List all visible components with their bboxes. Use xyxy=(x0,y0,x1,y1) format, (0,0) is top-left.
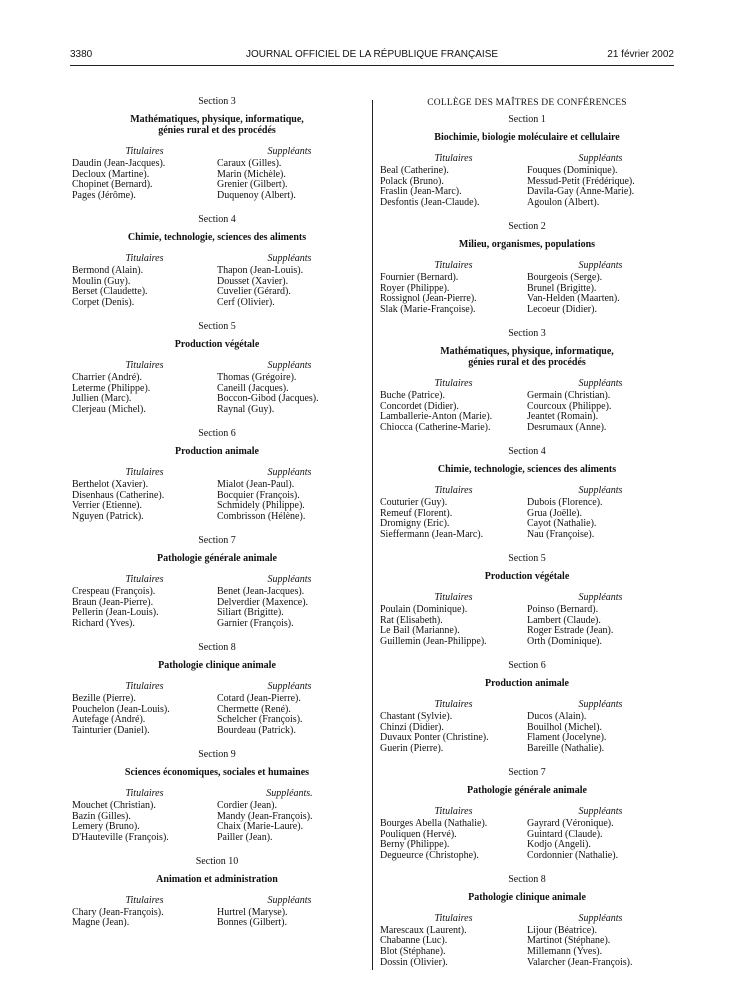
titulaire-name: Nguyen (Patrick). xyxy=(72,511,144,523)
suppleant-name: Guintard (Claude). xyxy=(527,828,603,840)
titulaire-name: Pouchelon (Jean-Louis). xyxy=(72,703,170,715)
titulaire-name: Crespeau (François). xyxy=(72,585,156,597)
section-title-line: Pathologie clinique animale xyxy=(158,659,276,671)
section-label: Section 9 xyxy=(198,748,236,760)
section-title xyxy=(380,464,674,475)
header-rule xyxy=(70,65,674,66)
titulaires-list xyxy=(72,159,217,202)
suppleants-header: Suppléants xyxy=(267,680,312,692)
suppleants-list xyxy=(527,605,674,648)
members-grid xyxy=(380,261,674,316)
titulaires-header: Titulaires xyxy=(434,153,473,164)
suppleant-name: Combrisson (Hélène). xyxy=(217,511,306,523)
members-grid xyxy=(380,807,674,862)
titulaire-name: Duvaux Ponter (Christine). xyxy=(380,732,489,744)
titulaires-list xyxy=(380,391,527,434)
suppleants-header: Suppléants xyxy=(267,466,312,478)
titulaire-name: Magne (Jean). xyxy=(72,917,130,929)
section-title-line: Animation et administration xyxy=(156,873,278,885)
section-block xyxy=(72,856,362,929)
suppleants-list xyxy=(217,694,362,737)
section-title xyxy=(380,571,674,582)
section-label: Section 8 xyxy=(198,641,236,653)
titulaire-name: Chiocca (Catherine-Marie). xyxy=(380,422,491,434)
suppleants-list xyxy=(527,498,674,541)
journal-title: JOURNAL OFFICIEL DE LA RÉPUBLIQUE FRANÇAISE xyxy=(245,49,499,60)
titulaires-header: Titulaires xyxy=(125,466,164,478)
suppleant-name: Mandy (Jean-François). xyxy=(217,810,313,822)
members-grid xyxy=(380,914,674,969)
titulaires-list xyxy=(72,373,217,416)
titulaires-header: Titulaires xyxy=(125,894,164,906)
titulaire-name: Remeuf (Florent). xyxy=(380,507,453,519)
section-title-line: Chimie, technologie, sciences des aliments xyxy=(127,231,307,243)
suppleant-name: Dubois (Florence). xyxy=(527,496,603,508)
suppleant-name: Benet (Jean-Jacques). xyxy=(217,585,305,597)
suppleant-name: Thomas (Grégoire). xyxy=(217,371,297,383)
titulaires-list xyxy=(380,819,527,862)
suppleant-name: Jeantet (Romain). xyxy=(527,411,599,423)
section-title xyxy=(72,553,362,564)
section-title-line: Biochimie, biologie moléculaire et cellulaire xyxy=(434,132,620,143)
section-label: Section 6 xyxy=(508,659,546,671)
suppleant-name: Cotard (Jean-Pierre). xyxy=(217,692,301,704)
section-title xyxy=(380,678,674,689)
section-title-line: Mathématiques, physique, informatique, xyxy=(130,114,304,125)
section-block xyxy=(380,328,674,434)
section-title-line: Production végétale xyxy=(484,570,570,582)
members-grid xyxy=(72,254,362,309)
section-title xyxy=(72,660,362,671)
titulaire-name: Fraslin (Jean-Marc). xyxy=(380,186,462,198)
left-column xyxy=(72,96,362,941)
section-label: Section 5 xyxy=(198,320,236,332)
suppleants-header: Suppléants xyxy=(267,252,312,264)
suppleant-name: Thapon (Jean-Louis). xyxy=(217,264,304,276)
suppleant-name: Davila-Gay (Anne-Marie). xyxy=(527,186,635,198)
titulaire-name: Corpet (Denis). xyxy=(72,297,135,309)
section-title xyxy=(72,339,362,350)
titulaires-list xyxy=(380,273,527,316)
titulaire-name: Richard (Yves). xyxy=(72,618,135,630)
section-label: Section 6 xyxy=(198,427,236,439)
section-block xyxy=(72,214,362,309)
suppleant-name: Raynal (Guy). xyxy=(217,404,275,416)
titulaire-name: Chary (Jean-François). xyxy=(72,906,164,918)
titulaire-name: Pouliquen (Hervé). xyxy=(380,828,457,840)
titulaire-name: Desfontis (Jean-Claude). xyxy=(380,197,480,209)
titulaire-name: Guerin (Pierre). xyxy=(380,743,444,755)
members-grid xyxy=(72,682,362,737)
titulaire-name: Rossignol (Jean-Pierre). xyxy=(380,293,477,305)
titulaires-header: Titulaires xyxy=(125,680,164,692)
titulaire-name: Braun (Jean-Pierre). xyxy=(72,596,154,608)
titulaires-list xyxy=(72,480,217,523)
suppleants-list xyxy=(217,587,362,630)
suppleant-name: Cuvelier (Gérard). xyxy=(217,286,291,298)
titulaire-name: Bezille (Pierre). xyxy=(72,692,136,704)
titulaires-list xyxy=(72,587,217,630)
section-block xyxy=(380,446,674,541)
titulaire-name: Beal (Catherine). xyxy=(380,164,449,176)
titulaires-list xyxy=(380,498,527,541)
members-grid xyxy=(72,147,362,202)
titulaire-name: Couturier (Guy). xyxy=(380,496,448,508)
suppleants-list xyxy=(527,166,674,209)
suppleant-name: Courcoux (Philippe). xyxy=(527,400,612,412)
section-title-line: génies rural et des procédés xyxy=(468,356,586,368)
titulaire-name: Blot (Stéphane). xyxy=(380,946,446,958)
suppleant-name: Mialot (Jean-Paul). xyxy=(217,478,295,490)
section-block xyxy=(380,553,674,648)
suppleants-header: Suppléants xyxy=(578,591,623,603)
college-heading: COLLÈGE DES MAÎTRES DE CONFÉRENCES xyxy=(427,98,627,108)
suppleants-header: Suppléants xyxy=(578,805,623,817)
suppleant-name: Orth (Dominique). xyxy=(527,636,602,648)
section-label: Section 7 xyxy=(198,534,236,546)
titulaire-name: Guillemin (Jean-Philippe). xyxy=(380,636,487,648)
section-title xyxy=(380,132,674,143)
titulaire-name: Chopinet (Bernard). xyxy=(72,179,153,191)
suppleant-name: Hurtrel (Maryse). xyxy=(217,906,288,918)
suppleant-name: Bocquier (François). xyxy=(217,489,300,501)
titulaire-name: Fournier (Bernard). xyxy=(380,271,459,283)
section-block xyxy=(72,749,362,844)
titulaire-name: Degueurce (Christophe). xyxy=(380,850,479,862)
suppleants-list xyxy=(527,926,674,969)
titulaires-header: Titulaires xyxy=(434,259,473,271)
members-grid xyxy=(380,379,674,434)
suppleant-name: Poinso (Bernard). xyxy=(527,603,599,615)
titulaire-name: Verrier (Etienne). xyxy=(72,500,142,512)
suppleant-name: Lambert (Claude). xyxy=(527,614,601,626)
titulaire-name: Pages (Jérôme). xyxy=(72,190,136,202)
suppleant-name: Fouques (Dominique). xyxy=(527,164,618,176)
suppleant-name: Duquenoy (Albert). xyxy=(217,190,296,202)
section-label: Section 10 xyxy=(195,855,239,867)
titulaires-header: Titulaires xyxy=(434,912,473,924)
titulaires-list xyxy=(72,694,217,737)
suppleant-name: Flament (Jocelyne). xyxy=(527,732,607,744)
titulaire-name: Rat (Elisabeth). xyxy=(380,614,443,626)
section-title-line: Production végétale xyxy=(174,338,260,350)
titulaire-name: Lamballerie-Anton (Marie). xyxy=(380,411,493,423)
suppleant-name: Agoulon (Albert). xyxy=(527,197,600,209)
section-title-line: Milieu, organismes, populations xyxy=(458,238,596,250)
suppleant-name: Van-Helden (Maarten). xyxy=(527,293,620,305)
titulaire-name: Sieffermann (Jean-Marc). xyxy=(380,529,484,541)
suppleant-name: Brunel (Brigitte). xyxy=(527,282,597,294)
section-block xyxy=(380,660,674,755)
suppleants-header: Suppléants xyxy=(578,912,623,924)
titulaire-name: Mouchet (Christian). xyxy=(72,799,156,811)
section-block xyxy=(72,96,362,202)
section-title xyxy=(72,446,362,457)
titulaires-list xyxy=(380,926,527,969)
members-grid xyxy=(380,154,674,209)
titulaires-header: Titulaires xyxy=(125,359,164,371)
section-title xyxy=(380,346,674,368)
titulaire-name: Charrier (André). xyxy=(72,371,142,383)
suppleant-name: Delverdier (Maxence). xyxy=(217,596,309,608)
section-label: Section 3 xyxy=(508,327,546,339)
suppleant-name: Bourdeau (Patrick). xyxy=(217,725,296,737)
suppleants-header: Suppléants xyxy=(267,359,312,371)
section-block xyxy=(72,428,362,523)
suppleant-name: Marin (Michèle). xyxy=(217,168,286,180)
suppleant-name: Bourgeois (Serge). xyxy=(527,271,603,283)
section-label: Section 3 xyxy=(198,96,236,107)
section-title xyxy=(380,785,674,796)
titulaire-name: Bazin (Gilles). xyxy=(72,810,131,822)
titulaire-name: Chabanne (Luc). xyxy=(380,935,448,947)
section-block xyxy=(380,874,674,969)
section-title-line: Production animale xyxy=(485,677,569,689)
page-header xyxy=(70,49,674,63)
right-column xyxy=(380,96,674,981)
suppleants-header: Suppléants xyxy=(267,573,312,585)
titulaire-name: Bourges Abella (Nathalie). xyxy=(380,817,488,829)
titulaires-list xyxy=(72,266,217,309)
section-label: Section 1 xyxy=(508,114,546,125)
suppleant-name: Boccon-Gibod (Jacques). xyxy=(217,393,319,405)
suppleant-name: Schmidely (Philippe). xyxy=(217,500,305,512)
section-title-line: Chimie, technologie, sciences des aliments xyxy=(437,463,617,475)
suppleants-header: Suppléants xyxy=(578,377,623,389)
suppleant-name: Lecoeur (Didier). xyxy=(527,304,597,316)
suppleants-list xyxy=(527,712,674,755)
suppleants-header: Suppléants xyxy=(578,484,623,496)
section-title xyxy=(380,892,674,903)
suppleants-list xyxy=(217,801,362,844)
suppleant-name: Caraux (Gilles). xyxy=(217,157,282,169)
suppleant-name: Desrumaux (Anne). xyxy=(527,422,607,434)
suppleant-name: Cayot (Nathalie). xyxy=(527,518,597,530)
section-label: Section 4 xyxy=(198,213,236,225)
publication-date: 21 février 2002 xyxy=(607,49,674,60)
titulaire-name: Chinzi (Didier). xyxy=(380,721,444,733)
section-label: Section 5 xyxy=(508,552,546,564)
titulaires-header: Titulaires xyxy=(125,146,164,157)
suppleant-name: Siliart (Brigitte). xyxy=(217,607,284,619)
titulaire-name: Dromigny (Eric). xyxy=(380,518,450,530)
section-title-line: Production animale xyxy=(175,445,259,457)
titulaire-name: Decloux (Martine). xyxy=(72,168,150,180)
suppleants-list xyxy=(217,266,362,309)
suppleant-name: Millemann (Yves). xyxy=(527,946,603,958)
titulaire-name: Dossin (Olivier). xyxy=(380,957,448,969)
suppleant-name: Grenier (Gilbert). xyxy=(217,179,288,191)
section-label: Section 4 xyxy=(508,445,546,457)
titulaire-name: Jullien (Marc). xyxy=(72,393,132,405)
titulaires-list xyxy=(380,605,527,648)
members-grid xyxy=(380,593,674,648)
section-title-line: Pathologie générale animale xyxy=(467,784,587,796)
titulaires-header: Titulaires xyxy=(125,573,164,585)
titulaire-name: Chastant (Sylvie). xyxy=(380,710,453,722)
suppleants-list xyxy=(217,159,362,202)
titulaires-header: Titulaires xyxy=(125,252,164,264)
titulaires-list xyxy=(72,801,217,844)
titulaires-list xyxy=(380,712,527,755)
titulaire-name: Royer (Philippe). xyxy=(380,282,450,294)
titulaire-name: Pellerin (Jean-Louis). xyxy=(72,607,159,619)
suppleant-name: Germain (Christian). xyxy=(527,389,611,401)
titulaire-name: Berny (Philippe). xyxy=(380,839,450,851)
titulaire-name: Berset (Claudette). xyxy=(72,286,148,298)
suppleant-name: Bouilhol (Michel). xyxy=(527,721,602,733)
section-block xyxy=(380,221,674,316)
members-grid xyxy=(72,468,362,523)
titulaire-name: Lemery (Bruno). xyxy=(72,821,140,833)
suppleants-list xyxy=(217,373,362,416)
suppleant-name: Cordier (Jean). xyxy=(217,799,277,811)
section-title xyxy=(380,239,674,250)
suppleants-list xyxy=(217,908,362,930)
suppleant-name: Cordonnier (Nathalie). xyxy=(527,850,619,862)
suppleants-list xyxy=(527,273,674,316)
titulaire-name: Marescaux (Laurent). xyxy=(380,924,467,936)
suppleants-header: Suppléants xyxy=(578,698,623,710)
suppleant-name: Lijour (Béatrice). xyxy=(527,924,597,936)
suppleant-name: Bareille (Nathalie). xyxy=(527,743,605,755)
section-label: Section 7 xyxy=(508,766,546,778)
suppleant-name: Cerf (Olivier). xyxy=(217,297,275,309)
suppleants-header: Suppléants. xyxy=(266,787,313,799)
titulaires-header: Titulaires xyxy=(125,787,164,799)
suppleant-name: Messud-Petit (Frédérique). xyxy=(527,175,635,187)
column-divider xyxy=(372,100,373,970)
suppleant-name: Roger Estrade (Jean). xyxy=(527,625,614,637)
titulaires-header: Titulaires xyxy=(434,805,473,817)
titulaire-name: Le Bail (Marianne). xyxy=(380,625,460,637)
suppleants-header: Suppléants xyxy=(267,894,312,906)
titulaire-name: Bermond (Alain). xyxy=(72,264,144,276)
members-grid xyxy=(72,575,362,630)
suppleant-name: Chaix (Marie-Laure). xyxy=(217,821,304,833)
titulaire-name: D'Hauteville (François). xyxy=(72,832,169,844)
section-block xyxy=(72,642,362,737)
titulaire-name: Slak (Marie-Françoise). xyxy=(380,304,476,316)
suppleants-header: Suppléants xyxy=(267,146,312,157)
section-block xyxy=(380,114,674,209)
titulaires-list xyxy=(380,166,527,209)
suppleant-name: Ducos (Alain). xyxy=(527,710,587,722)
members-grid xyxy=(72,896,362,929)
titulaires-header: Titulaires xyxy=(434,377,473,389)
section-title-line: Mathématiques, physique, informatique, xyxy=(440,345,614,357)
section-label: Section 2 xyxy=(508,220,546,232)
section-block xyxy=(72,535,362,630)
page-number: 3380 xyxy=(70,49,93,60)
section-title-line: Pathologie générale animale xyxy=(157,552,277,564)
section-title xyxy=(72,114,362,136)
titulaire-name: Concordet (Didier). xyxy=(380,400,459,412)
section-block xyxy=(380,767,674,862)
section-title xyxy=(72,874,362,885)
members-grid xyxy=(380,486,674,541)
titulaires-header: Titulaires xyxy=(434,591,473,603)
titulaire-name: Leterme (Philippe). xyxy=(72,382,151,394)
suppleant-name: Nau (Françoise). xyxy=(527,529,595,541)
suppleants-list xyxy=(527,819,674,862)
titulaires-header: Titulaires xyxy=(434,698,473,710)
titulaire-name: Moulin (Guy). xyxy=(72,275,131,287)
section-title-line: Pathologie clinique animale xyxy=(468,891,586,903)
section-title xyxy=(72,232,362,243)
section-title-line: Sciences économiques, sociales et humaines xyxy=(124,766,310,778)
section-block xyxy=(72,321,362,416)
suppleant-name: Valarcher (Jean-François). xyxy=(527,957,633,969)
suppleant-name: Martinot (Stéphane). xyxy=(527,935,611,947)
suppleants-header: Suppléants xyxy=(578,153,623,164)
suppleants-list xyxy=(217,480,362,523)
suppleant-name: Garnier (François). xyxy=(217,618,294,630)
titulaire-name: Berthelot (Xavier). xyxy=(72,478,149,490)
titulaire-name: Autefage (André). xyxy=(72,714,146,726)
titulaire-name: Poulain (Dominique). xyxy=(380,603,468,615)
titulaire-name: Polack (Bruno). xyxy=(380,175,444,187)
section-label: Section 8 xyxy=(508,873,546,885)
section-title-line: génies rural et des procédés xyxy=(158,125,276,136)
titulaire-name: Tainturier (Daniel). xyxy=(72,725,150,737)
suppleant-name: Schelcher (François). xyxy=(217,714,303,726)
suppleant-name: Grua (Joëlle). xyxy=(527,507,582,519)
titulaire-name: Buche (Patrice). xyxy=(380,389,445,401)
suppleants-header: Suppléants xyxy=(578,259,623,271)
suppleant-name: Bonnes (Gilbert). xyxy=(217,917,287,929)
suppleant-name: Gayrard (Véronique). xyxy=(527,817,614,829)
titulaire-name: Clerjeau (Michel). xyxy=(72,404,146,416)
titulaire-name: Disenhaus (Catherine). xyxy=(72,489,165,501)
section-title xyxy=(72,767,362,778)
members-grid xyxy=(380,700,674,755)
titulaires-header: Titulaires xyxy=(434,484,473,496)
suppleant-name: Caneill (Jacques). xyxy=(217,382,289,394)
titulaires-list xyxy=(72,908,217,930)
members-grid xyxy=(72,789,362,844)
titulaire-name: Daudin (Jean-Jacques). xyxy=(72,157,166,169)
suppleant-name: Dousset (Xavier). xyxy=(217,275,289,287)
suppleants-list xyxy=(527,391,674,434)
members-grid xyxy=(72,361,362,416)
suppleant-name: Pailler (Jean). xyxy=(217,832,273,844)
suppleant-name: Chermette (René). xyxy=(217,703,291,715)
suppleant-name: Kodjo (Angeli). xyxy=(527,839,591,851)
